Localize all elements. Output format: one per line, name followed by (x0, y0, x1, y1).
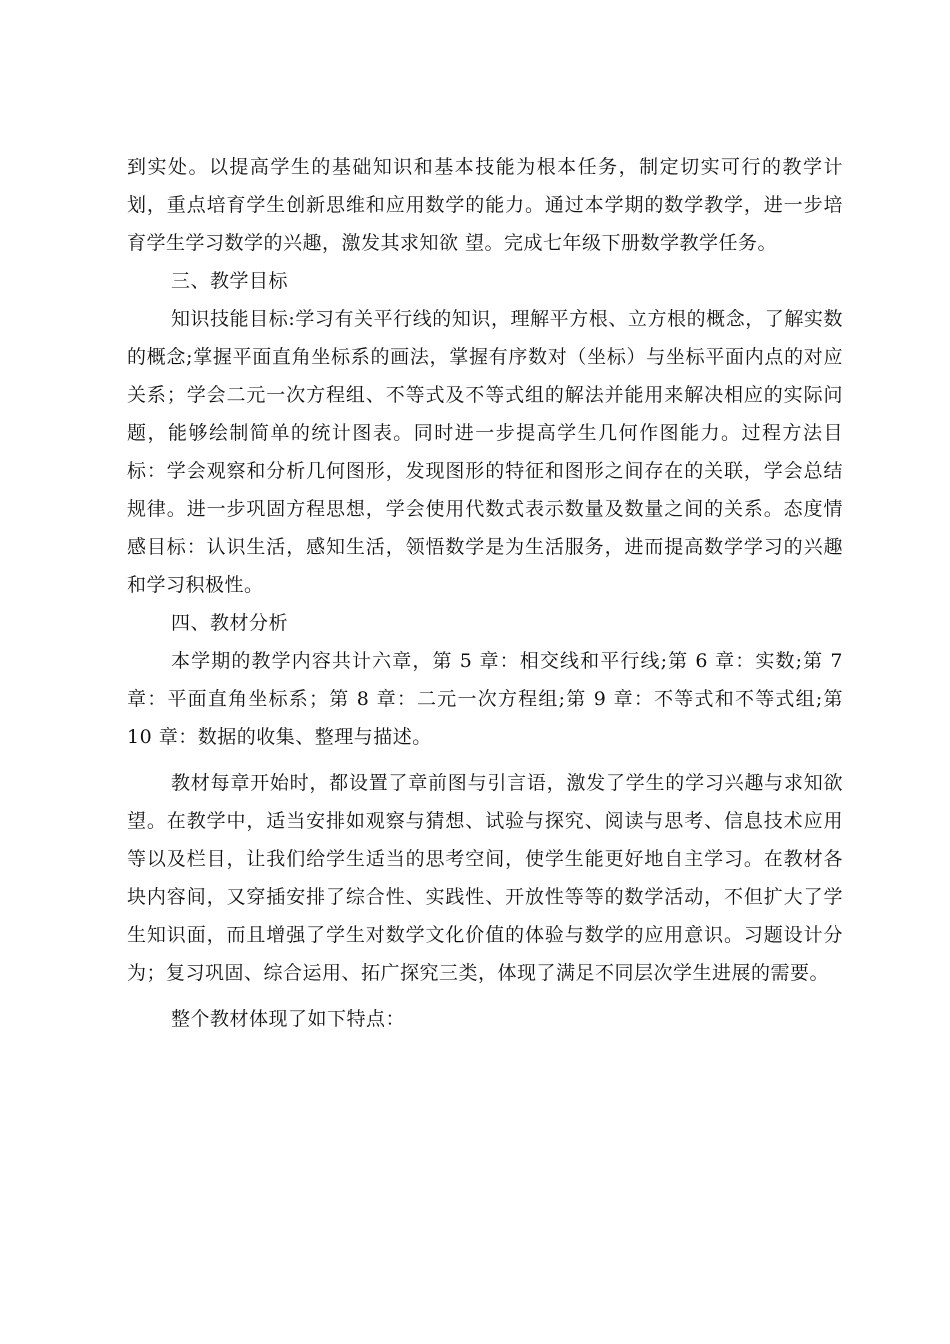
document-body (127, 148, 843, 1038)
paragraph-teaching-goals: 知识技能目标:学习有关平行线的知识，理解平方根、立方根的概念，了解实数的概念;掌握平面直角坐标系的画法，掌握有序数对（坐标）与坐标平面内点的对应关系；学会二元一次方程组、不等式及不等式组的解法并能用来解决相应的实际问题，能够绘制简单的统计图表。同时进一步提高学生几何作图能力。过程方法目标：学会观察和分析几何图形，发现图形的特征和图形之间存在的关联，学会总结规律。进一步巩固方程思想，学会使用代数式表示数量及数量之间的关系。态度情感目标：认识生活，感知生活，领悟数学是为生活服务，进而提高数学学习的兴趣和学习积极性。 (127, 308, 843, 596)
paragraph-features-intro: 整个教材体现了如下特点： (171, 1008, 406, 1030)
section-heading-textbook-analysis: 四、教材分析 (171, 612, 289, 634)
section-heading-teaching-goals: 三、教学目标 (171, 270, 289, 292)
paragraph-textbook-design: 教材每章开始时，都设置了章前图与引言语，激发了学生的学习兴趣与求知欲望。在教学中，适当安排如观察与猜想、试验与探究、阅读与思考、信息技术应用等以及栏目，让我们给学生适当的思考空间，使学生能更好地自主学习。在教材各块内容间，又穿插安排了综合性、实践性、开放性等等的数学活动，不但扩大了学生知识面，而且增强了学生对数学文化价值的体验与数学的应用意识。习题设计分为；复习巩固、综合运用、拓广探究三类，体现了满足不同层次学生进展的需要。 (127, 772, 843, 984)
paragraph-intro: 到实处。以提高学生的基础知识和基本技能为根本任务，制定切实可行的教学计划，重点培育学生创新思维和应用数学的能力。通过本学期的数学教学，进一步培育学生学习数学的兴趣，激发其求知欲 望。完成七年级下册数学教学任务。 (127, 156, 843, 254)
paragraph-chapters: 本学期的教学内容共计六章，第 5 章：相交线和平行线;第 6 章：实数;第 7 章：平面直角坐标系；第 8 章：二元一次方程组;第 9 章：不等式和不等式组;第 10 章：数据的收集、整理与描述。 (127, 650, 843, 748)
